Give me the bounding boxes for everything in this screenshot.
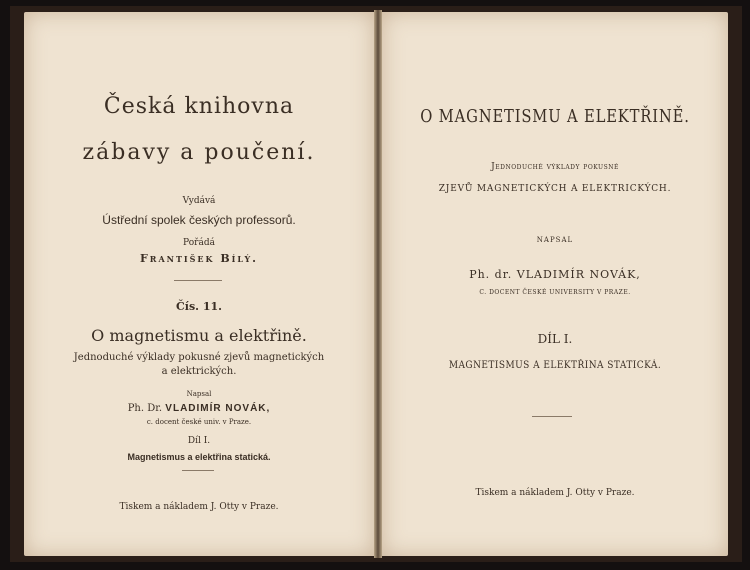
part-number: DÍL I. — [537, 332, 573, 346]
series-title-line1: Česká knihovna — [103, 94, 295, 119]
author-prefix: Ph. Dr. — [127, 403, 163, 414]
series-title-line2: zábavy a poučení. — [82, 140, 316, 165]
editor: František Bílý. — [139, 252, 259, 265]
imprint: Tiskem a nákladem J. Otty v Praze. — [475, 488, 635, 498]
subtitle-line1: Jednoduché výklady pokusné — [491, 162, 619, 172]
part-title: MAGNETISMUS A ELEKTŘINA STATICKÁ. — [448, 360, 662, 371]
right-page — [382, 12, 728, 556]
subtitle-line2: a elektrických. — [161, 366, 237, 377]
divider — [182, 470, 214, 471]
author — [24, 403, 374, 414]
author-position: c. docent české univ. v Praze. — [146, 418, 252, 426]
subtitle-line1: Jednoduché výklady pokusné zjevů magnetických — [73, 352, 325, 363]
divider — [532, 416, 572, 417]
author-label: NAPSAL — [536, 236, 574, 244]
book-gutter — [374, 10, 382, 558]
part-number: Díl I. — [187, 436, 211, 446]
left-page — [24, 12, 374, 556]
publisher-label: Vydává — [182, 196, 216, 206]
author: Ph. dr. VLADIMÍR NOVÁK, — [469, 268, 641, 281]
editor-label: Pořádá — [183, 238, 215, 248]
author-position: C. DOCENT ČESKÉ UNIVERSITY V PRAZE. — [479, 289, 631, 296]
book-title: O magnetismu a elektřině. — [91, 326, 307, 345]
book-spread — [10, 6, 742, 562]
subtitle-line2: ZJEVŮ MAGNETICKÝCH A ELEKTRICKÝCH. — [438, 184, 672, 194]
title-page-title: O MAGNETISMU A ELEKTŘINĚ. — [420, 106, 690, 127]
divider — [174, 280, 222, 281]
author-name: VLADIMÍR NOVÁK, — [165, 403, 271, 414]
publisher: Ústřední spolek českých professorů. — [102, 213, 296, 227]
issue-number: Čís. 11. — [176, 300, 222, 313]
author-label: Napsal — [186, 390, 212, 398]
part-title: Magnetismus a elektřina statická. — [127, 452, 271, 462]
imprint: Tiskem a nákladem J. Otty v Praze. — [119, 502, 279, 512]
